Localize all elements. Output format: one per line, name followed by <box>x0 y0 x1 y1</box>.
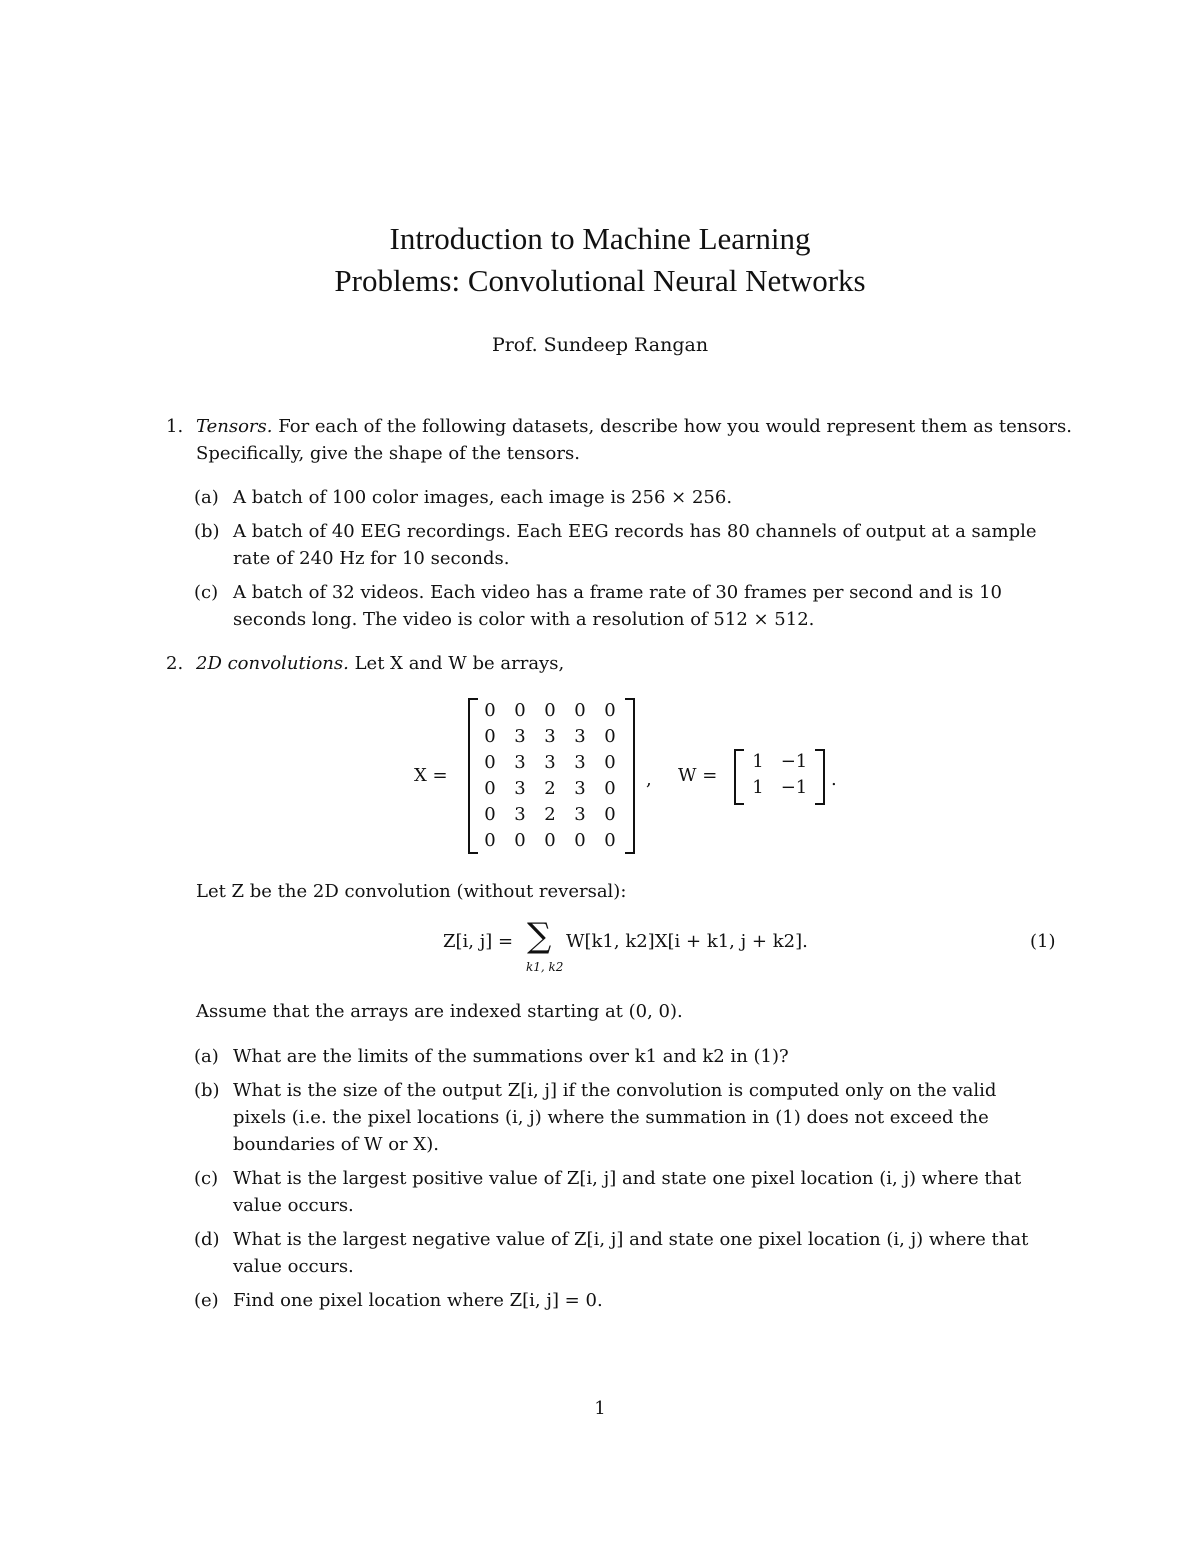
matrix-x-cell: 0 <box>484 700 496 721</box>
matrix-x-comma: , <box>646 769 652 790</box>
title-line-1: Introduction to Machine Learning <box>389 221 811 256</box>
matrix-x-cell: 3 <box>544 752 556 773</box>
matrix-x-right-bracket <box>625 698 635 854</box>
matrix-w-cell: −1 <box>780 751 808 772</box>
matrix-x-cell: 0 <box>604 830 616 851</box>
problem-2-part-d-line-1: What is the largest negative value of Z[i, j] and state one pixel location (i, j) where that <box>233 1229 1029 1250</box>
problem-1-heading: Tensors. <box>196 416 273 437</box>
problem-1-part-c-line-1: A batch of 32 videos. Each video has a frame rate of 30 frames per second and is 10 <box>233 582 1002 603</box>
problem-1-part-c-label: (c) <box>194 582 219 603</box>
matrix-x-cell: 0 <box>484 726 496 747</box>
problem-1-number: 1. <box>166 416 184 437</box>
matrix-w-label: W = <box>678 765 718 786</box>
problem-1-part-b-line-2: rate of 240 Hz for 10 seconds. <box>233 548 510 569</box>
matrix-x-cell: 0 <box>604 726 616 747</box>
matrix-x-label: X = <box>414 765 448 786</box>
problem-2-part-c-label: (c) <box>194 1168 219 1189</box>
matrix-w-cell: −1 <box>780 777 808 798</box>
matrix-x-cell: 0 <box>514 700 526 721</box>
matrix-x-cell: 0 <box>484 804 496 825</box>
problem-2-part-e-label: (e) <box>194 1290 219 1311</box>
problem-2-line-1 <box>196 650 564 677</box>
matrix-x-cell: 3 <box>574 726 586 747</box>
problem-2-heading: 2D convolutions. <box>196 653 349 674</box>
matrix-x-cell: 3 <box>574 804 586 825</box>
matrix-x-cell: 2 <box>544 804 556 825</box>
matrix-x-cell: 3 <box>544 726 556 747</box>
matrix-x-cell: 3 <box>514 726 526 747</box>
problem-2-part-d-label: (d) <box>194 1229 220 1250</box>
matrix-x-cell: 3 <box>514 804 526 825</box>
equation-rhs: W[k1, k2]X[i + k1, j + k2]. <box>566 931 808 952</box>
problem-1-part-b-line-1: A batch of 40 EEG recordings. Each EEG records has 80 channels of output at a sample <box>233 521 1037 542</box>
problem-1-text-line-1: For each of the following datasets, describe how you would represent them as tensors. <box>278 416 1072 437</box>
matrix-x-cell: 0 <box>484 778 496 799</box>
matrix-x-cell: 0 <box>604 752 616 773</box>
matrix-x-cell: 3 <box>514 752 526 773</box>
matrix-w-cell: 1 <box>752 751 764 772</box>
matrix-x-cell: 0 <box>604 804 616 825</box>
matrix-x-cell: 0 <box>574 830 586 851</box>
matrix-x-cell: 0 <box>484 830 496 851</box>
matrix-x-cell: 2 <box>544 778 556 799</box>
matrix-x-cell: 0 <box>514 830 526 851</box>
problem-2-part-c-line-2: value occurs. <box>233 1195 354 1216</box>
problem-1-part-a-text: A batch of 100 color images, each image is 256 × 256. <box>233 487 733 508</box>
problem-2-part-d-line-2: value occurs. <box>233 1256 354 1277</box>
index-text: Assume that the arrays are indexed starting at (0, 0). <box>196 1001 683 1022</box>
matrix-x-cell: 0 <box>604 778 616 799</box>
problem-2-part-b-label: (b) <box>194 1080 220 1101</box>
matrix-x-cell: 3 <box>514 778 526 799</box>
matrix-x-cell: 0 <box>544 830 556 851</box>
matrix-x-cell: 0 <box>604 700 616 721</box>
matrix-w-right-bracket <box>815 749 825 805</box>
problem-2-part-b-line-3: boundaries of W or X). <box>233 1134 439 1155</box>
problem-2-part-b-line-1: What is the size of the output Z[i, j] if the convolution is computed only on the valid <box>233 1080 997 1101</box>
problem-1-part-c-line-2: seconds long. The video is color with a resolution of 512 × 512. <box>233 609 815 630</box>
problem-1-line-1 <box>196 413 1072 440</box>
problem-2-part-b-line-2: pixels (i.e. the pixel locations (i, j) where the summation in (1) does not exceed the <box>233 1107 989 1128</box>
problem-2-number: 2. <box>166 653 184 674</box>
problem-2-part-a-label: (a) <box>194 1046 219 1067</box>
matrix-w-cell: 1 <box>752 777 764 798</box>
summation-sign: ∑ <box>527 916 552 956</box>
problem-2-intro: Let X and W be arrays, <box>354 653 565 674</box>
problem-2-part-c-line-1: What is the largest positive value of Z[i, j] and state one pixel location (i, j) where that <box>233 1168 1022 1189</box>
author: Prof. Sundeep Rangan <box>491 334 709 356</box>
matrix-x-cell: 3 <box>574 752 586 773</box>
summation-subscript: k1, k2 <box>526 960 564 974</box>
page-number: 1 <box>594 1398 606 1419</box>
matrix-x-cell: 3 <box>574 778 586 799</box>
problem-1-part-b-label: (b) <box>194 521 220 542</box>
problem-1-text-line-2: Specifically, give the shape of the tensors. <box>196 443 580 464</box>
equation-lhs: Z[i, j] = <box>443 931 514 952</box>
problem-2-part-a-text: What are the limits of the summations over k1 and k2 in (1)? <box>233 1046 789 1067</box>
title-line-2: Problems: Convolutional Neural Networks <box>334 263 866 298</box>
problem-2-part-e-text: Find one pixel location where Z[i, j] = 0. <box>233 1290 603 1311</box>
equation-number: (1) <box>1030 931 1056 952</box>
problem-1-part-a-label: (a) <box>194 487 219 508</box>
matrix-x-cell: 0 <box>574 700 586 721</box>
matrix-x-cell: 0 <box>544 700 556 721</box>
conv-text: Let Z be the 2D convolution (without reversal): <box>196 881 627 902</box>
matrix-w-period: . <box>831 769 837 790</box>
matrix-x-cell: 0 <box>484 752 496 773</box>
